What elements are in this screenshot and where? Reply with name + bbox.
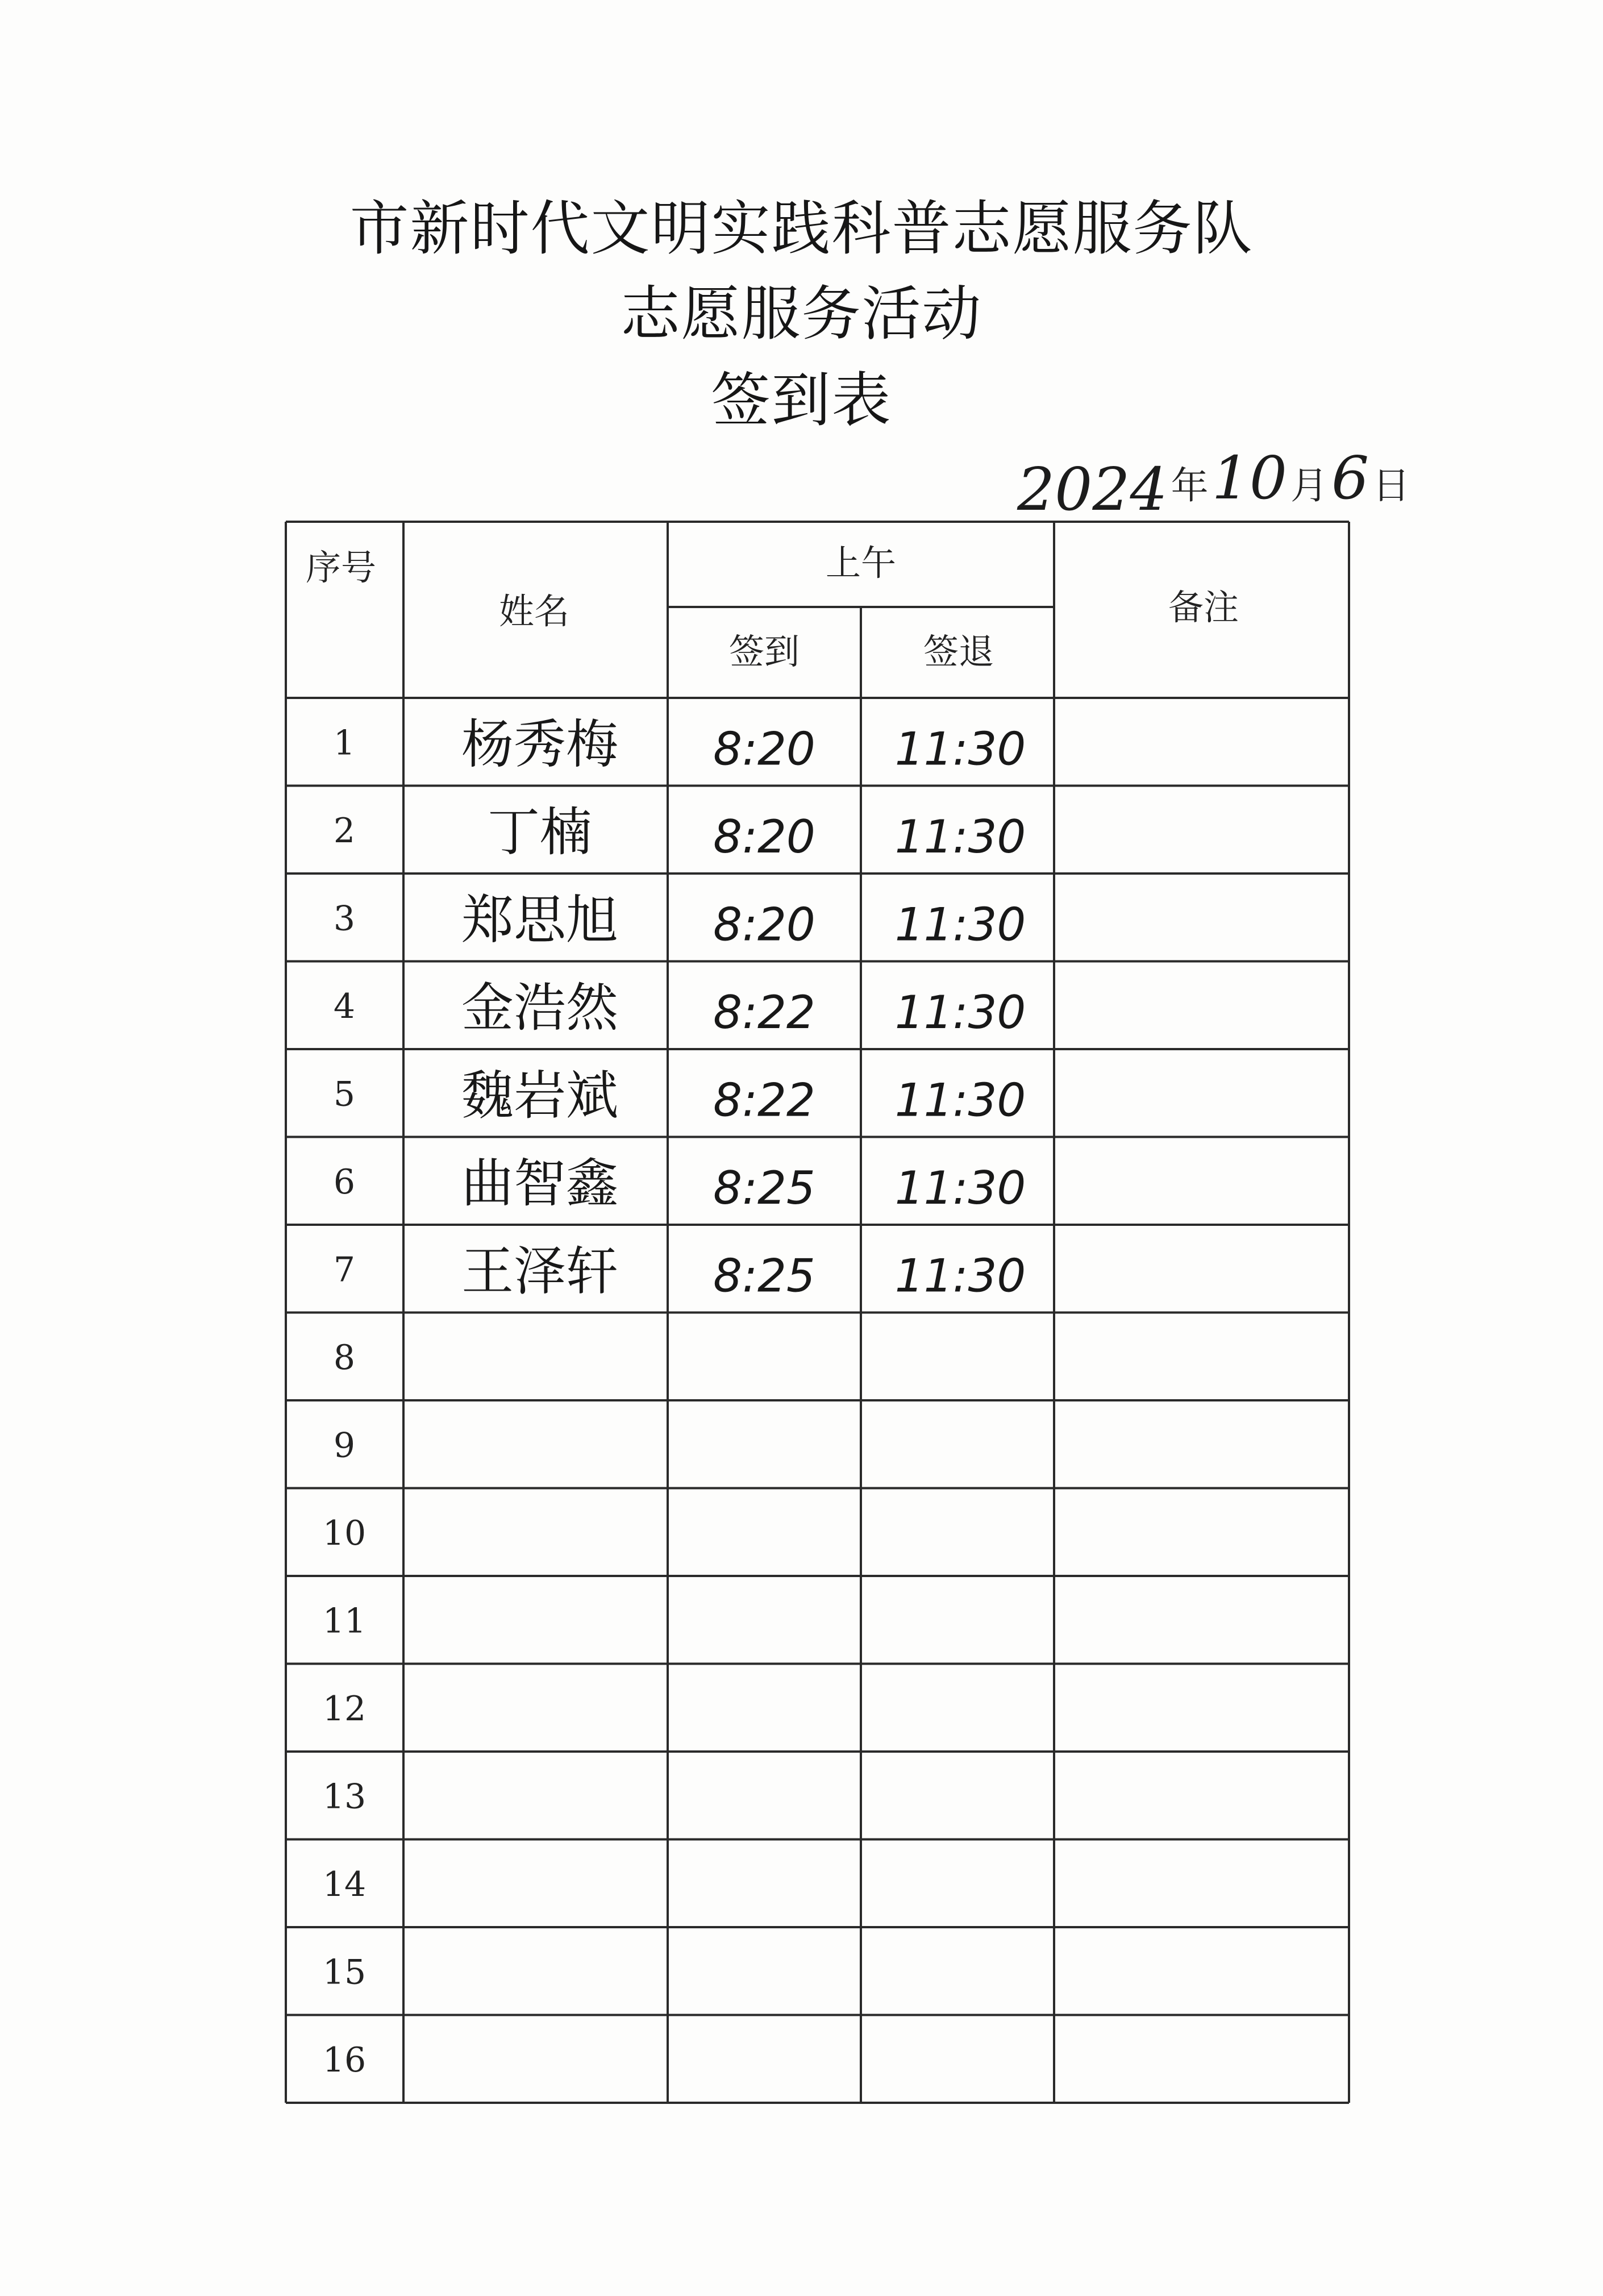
row-name: 曲智鑫 xyxy=(461,1153,619,1214)
row-sign-in-time: 8:25 xyxy=(713,1249,815,1303)
row-sign-out-time: 11:30 xyxy=(894,810,1026,863)
table-grid xyxy=(286,522,1349,2103)
sheet-title-line2: 志愿服务活动 xyxy=(621,279,982,348)
row-name: 郑思旭 xyxy=(461,889,619,951)
row-number: 15 xyxy=(322,1952,367,1993)
row-number: 4 xyxy=(333,986,356,1026)
table-body xyxy=(323,714,1026,2080)
row-sign-out-time: 11:30 xyxy=(894,1249,1026,1303)
sheet-title-line1: 市新时代文明实践科普志愿服务队 xyxy=(349,194,1254,263)
row-number: 10 xyxy=(322,1513,367,1553)
row-sign-in-time: 8:20 xyxy=(713,810,815,863)
row-sign-in-time: 8:25 xyxy=(713,1161,815,1214)
date-day-unit: 日 xyxy=(1372,464,1410,508)
row-sign-out-time: 11:30 xyxy=(894,722,1026,776)
row-sign-out-time: 11:30 xyxy=(894,1161,1026,1214)
row-name: 王泽轩 xyxy=(461,1241,619,1302)
date-year: 2024 xyxy=(1017,455,1168,524)
header-sign-in: 签到 xyxy=(728,631,800,672)
row-number: 9 xyxy=(333,1425,356,1466)
row-number: 1 xyxy=(333,723,356,763)
row-number: 8 xyxy=(333,1337,356,1378)
header-sign-out: 签退 xyxy=(923,631,994,672)
row-name: 魏岩斌 xyxy=(461,1065,619,1126)
row-number: 13 xyxy=(322,1777,367,1817)
row-number: 3 xyxy=(333,899,356,939)
row-name: 金浩然 xyxy=(461,977,619,1038)
row-sign-out-time: 11:30 xyxy=(894,898,1026,951)
row-number: 14 xyxy=(322,1864,367,1904)
row-sign-in-time: 8:20 xyxy=(713,898,815,951)
row-number: 6 xyxy=(333,1162,356,1202)
row-number: 7 xyxy=(333,1250,356,1290)
header-name: 姓名 xyxy=(498,590,570,632)
row-number: 2 xyxy=(333,810,356,851)
row-sign-out-time: 11:30 xyxy=(894,985,1026,1039)
row-name: 丁楠 xyxy=(487,801,593,863)
row-sign-out-time: 11:30 xyxy=(894,1074,1026,1127)
header-index: 序号 xyxy=(305,547,377,588)
row-sign-in-time: 8:20 xyxy=(713,722,815,776)
date-month-unit: 月 xyxy=(1290,464,1329,508)
header-remarks: 备注 xyxy=(1168,587,1239,628)
row-number: 11 xyxy=(322,1601,367,1641)
date-day: 6 xyxy=(1331,443,1369,513)
date-month: 10 xyxy=(1211,443,1288,513)
row-sign-in-time: 8:22 xyxy=(713,1074,815,1127)
row-number: 5 xyxy=(333,1074,356,1114)
row-sign-in-time: 8:22 xyxy=(713,985,815,1039)
row-name: 杨秀梅 xyxy=(461,714,619,775)
row-number: 12 xyxy=(322,1688,367,1729)
sheet-title-line3: 签到表 xyxy=(711,365,892,435)
date-year-unit: 年 xyxy=(1171,464,1209,508)
row-number: 16 xyxy=(322,2040,367,2080)
header-morning: 上午 xyxy=(825,542,897,584)
